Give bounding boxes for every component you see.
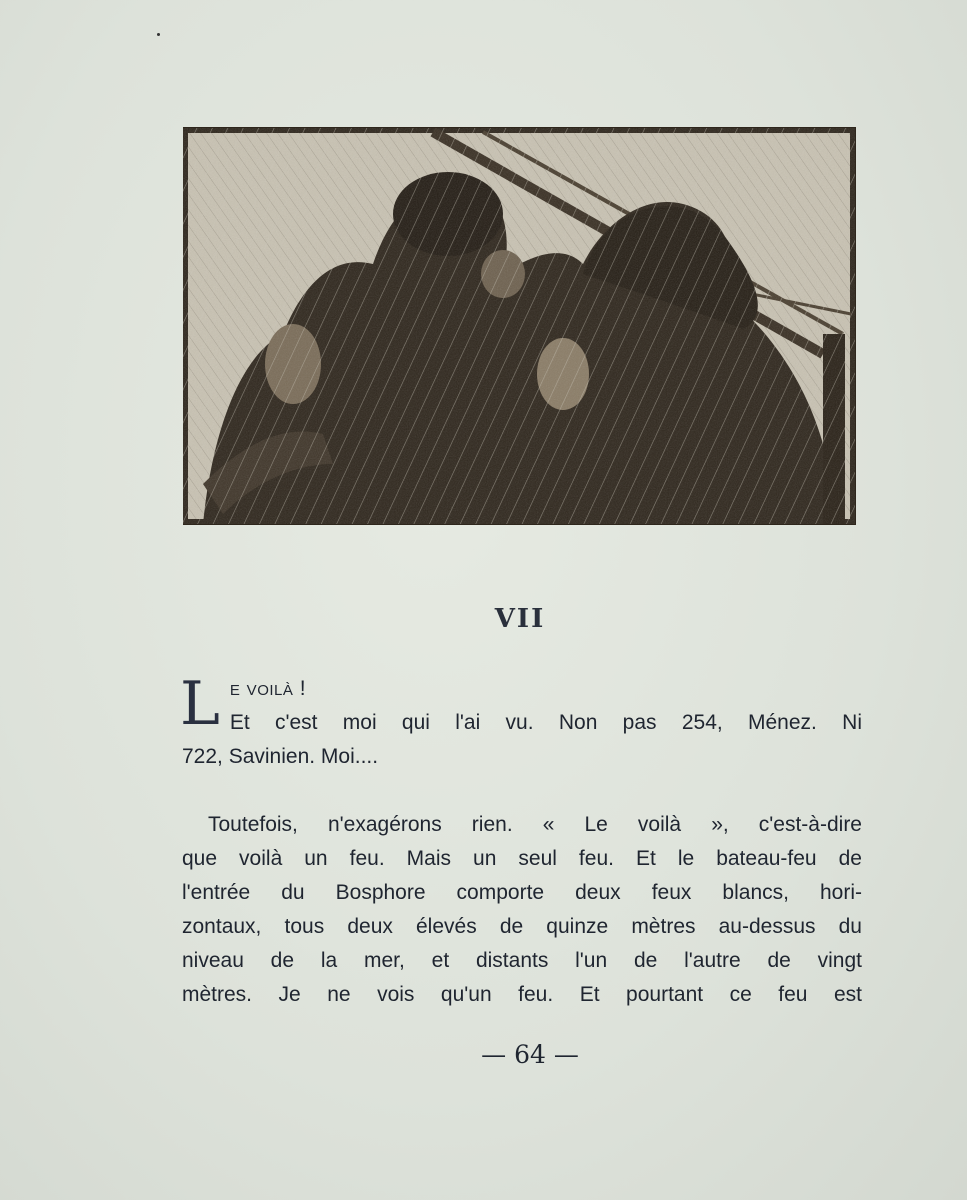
body-text [180,669,862,1012]
text-line: que voilà un feu. Mais un seul feu. Et le bateau-feu de [182,847,862,870]
text-line: Toutefois, n'exagérons rien. « Le voilà », c'est-à-dire [208,813,862,836]
ink-speck [157,33,160,36]
chapter-number: VII [494,604,546,634]
text-line: zontaux, tous deux élevés de quinze mètres au-dessus du [182,915,862,938]
paragraph-2 [182,808,862,1012]
text-line: 722, Savinien. Moi.... [182,745,379,768]
text-line: l'entrée du Bosphore comporte deux feux blancs, hori- [182,881,862,904]
paragraph-1 [180,669,862,774]
text-line: mètres. Je ne vois qu'un feu. Et pourtant ce feu est [182,983,862,1006]
text-line: niveau de la mer, et distants l'un de l'autre de vingt [182,949,862,972]
text-line: Et c'est moi qui l'ai vu. Non pas 254, Ménez. Ni [229,711,862,734]
lithograph-svg [183,124,859,528]
opening-words: e voilà ! [229,677,307,700]
page-number: — 64 — [481,1040,579,1069]
lithograph-illustration [183,124,859,528]
drop-cap-letter: L [180,669,220,739]
